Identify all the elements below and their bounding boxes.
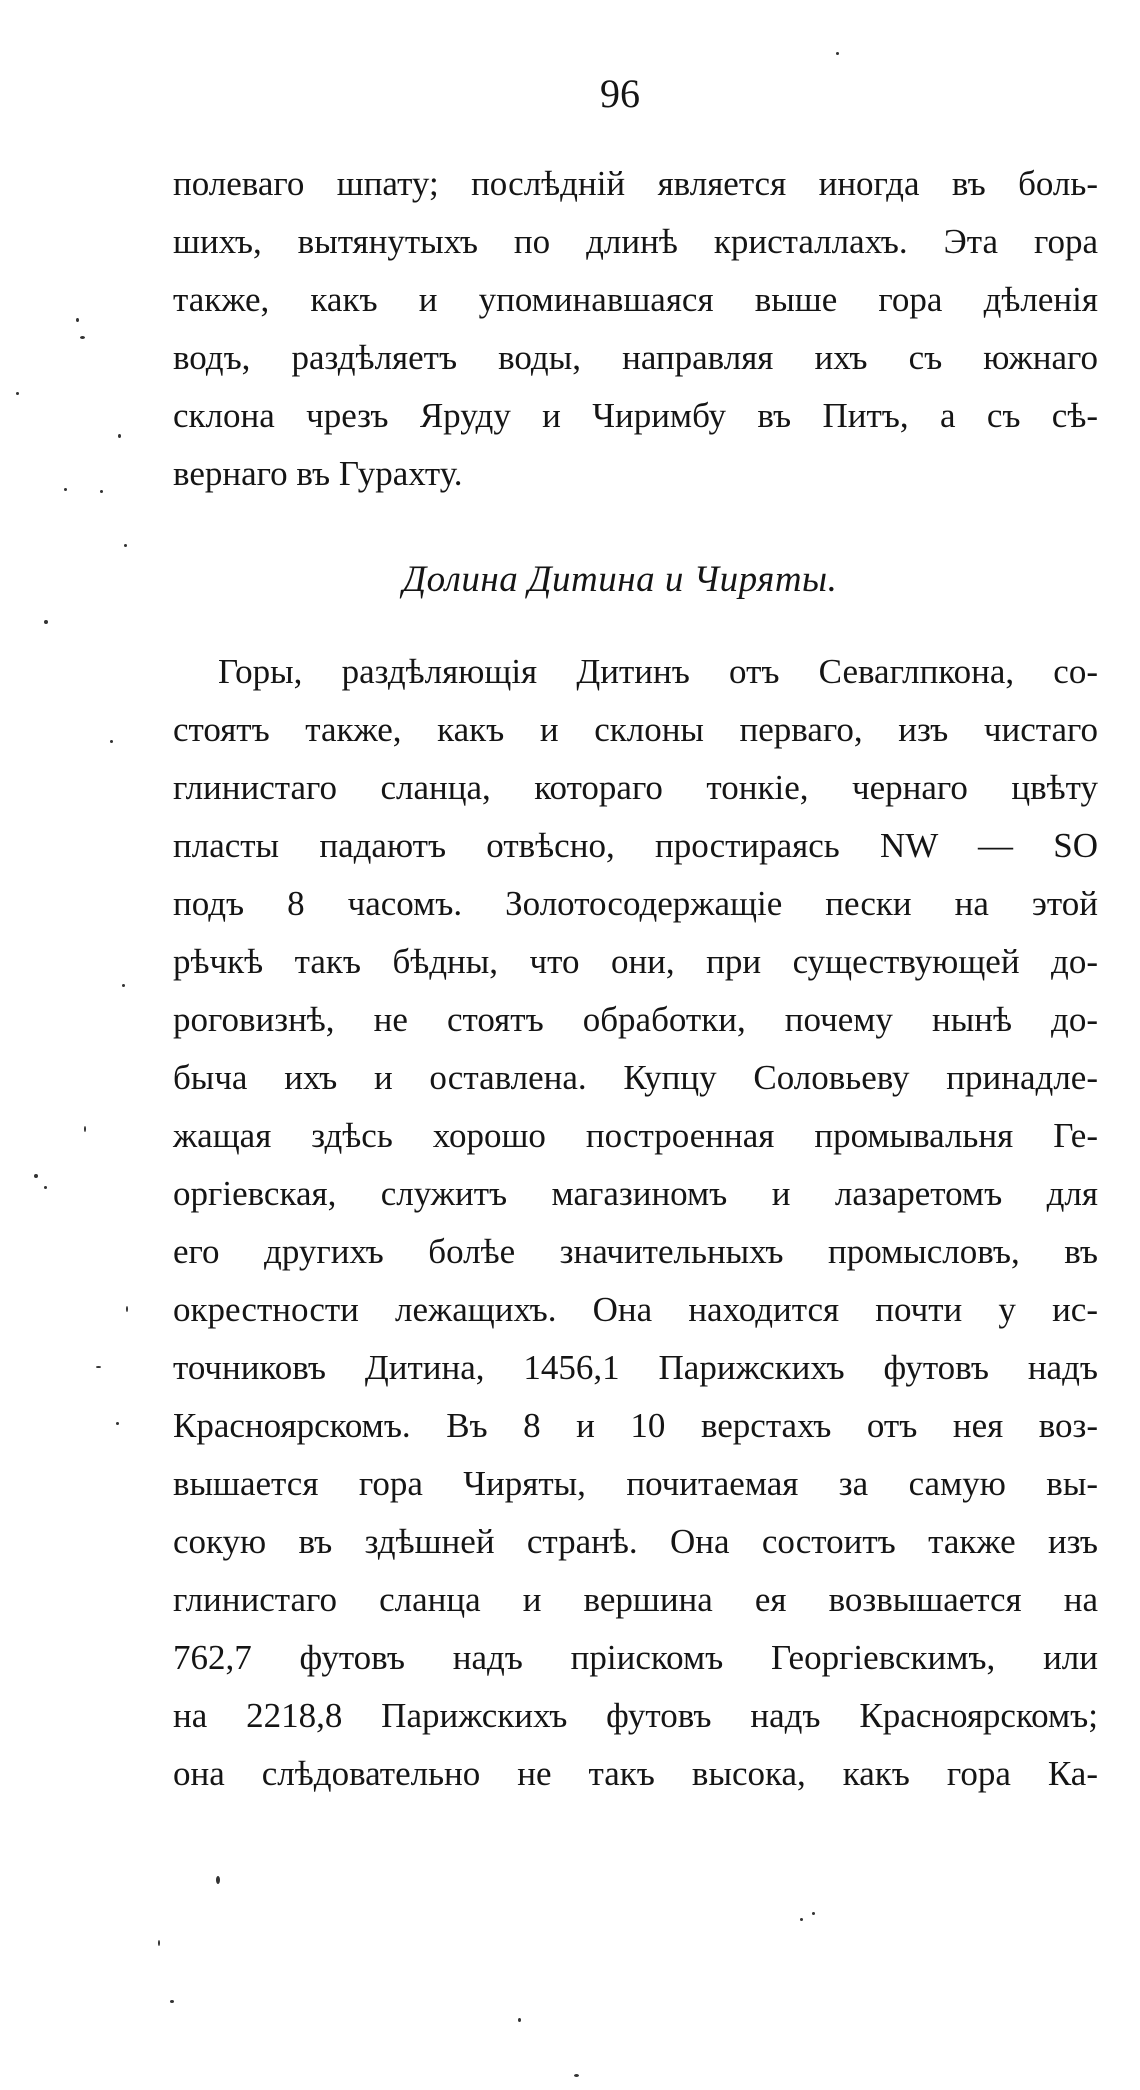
text-line: на 2218,8 Парижскихъ футовъ надъ Красноярскомъ; — [173, 1696, 1098, 1735]
text-line: шихъ, вытянутыхъ по длинѣ кристаллахъ. Эта гора — [173, 222, 1098, 261]
text-line: стоятъ также, какъ и склоны перваго, изъ чистаго — [173, 710, 1098, 749]
text-line: Красноярскомъ. Въ 8 и 10 верстахъ отъ нея воз- — [173, 1406, 1098, 1445]
speck — [110, 740, 113, 743]
speck — [16, 392, 19, 395]
text-line: его другихъ болѣе значительныхъ промысловъ, въ — [173, 1232, 1098, 1271]
speck — [34, 1174, 38, 1178]
text-line: водъ, раздѣляетъ воды, направляя ихъ съ южнаго — [173, 338, 1098, 377]
speck — [126, 1306, 128, 1312]
text-line: пласты падаютъ отвѣсно, простираясь NW — SO — [173, 826, 1098, 865]
speck — [44, 620, 48, 624]
text-line: глинистаго сланца, котораго тонкіе, чернаго цвѣту — [173, 768, 1098, 807]
speck — [122, 984, 125, 987]
text-line: полеваго шпату; послѣдній является иногда въ боль- — [173, 164, 1098, 203]
text-line: окрестности лежащихъ. Она находится почти у ис- — [173, 1290, 1098, 1329]
text-line: сокую въ здѣшней странѣ. Она состоитъ также изъ — [173, 1522, 1098, 1561]
text-line: глинистаго сланца и вершина ея возвышается на — [173, 1580, 1098, 1619]
speck — [518, 2018, 521, 2022]
speck — [64, 488, 67, 491]
speck — [574, 2074, 579, 2077]
speck — [800, 1918, 803, 1921]
text-line: жащая здѣсь хорошо построенная промывальня Ге- — [173, 1116, 1098, 1155]
text-line: она слѣдовательно не такъ высока, какъ гора Ка- — [173, 1754, 1098, 1793]
speck — [118, 434, 121, 438]
speck — [80, 336, 85, 339]
speck — [116, 1422, 119, 1425]
page-number: 96 — [600, 71, 640, 116]
text-line: оргіевская, служитъ магазиномъ и лазаретомъ для — [173, 1174, 1098, 1213]
text-line: подъ 8 часомъ. Золотосодержащіе пески на этой — [173, 884, 1098, 923]
speck — [76, 318, 79, 322]
text-line: Горы, раздѣляющія Дитинъ отъ Севаглпкона, со- — [218, 652, 1098, 691]
speck — [124, 544, 127, 547]
text-line: точниковъ Дитина, 1456,1 Парижскихъ футовъ надъ — [173, 1348, 1098, 1387]
section-heading: Долина Дитина и Чиряты. — [402, 559, 838, 600]
speck — [836, 52, 839, 55]
text-line: вернаго въ Гурахту. — [173, 454, 463, 493]
speck — [812, 1912, 815, 1915]
speck — [84, 1126, 86, 1132]
speck — [158, 1940, 160, 1946]
text-line: роговизнѣ, не стоятъ обработки, почему нынѣ до- — [173, 1000, 1098, 1039]
speck — [44, 1186, 47, 1189]
text-line: склона чрезъ Яруду и Чиримбу въ Питъ, а съ сѣ- — [173, 396, 1098, 435]
speck — [216, 1876, 220, 1884]
speck — [96, 1366, 101, 1368]
text-line: вышается гора Чиряты, почитаемая за самую вы- — [173, 1464, 1098, 1503]
text-line: быча ихъ и оставлена. Купцу Соловьеву принадле- — [173, 1058, 1098, 1097]
speck — [100, 490, 103, 493]
speck — [170, 2000, 174, 2003]
text-line: 762,7 футовъ надъ пріискомъ Георгіевскимъ, или — [173, 1638, 1098, 1677]
text-line: также, какъ и упоминавшаяся выше гора дѣленія — [173, 280, 1098, 319]
text-line: рѣчкѣ такъ бѣдны, что они, при существующей до- — [173, 942, 1098, 981]
